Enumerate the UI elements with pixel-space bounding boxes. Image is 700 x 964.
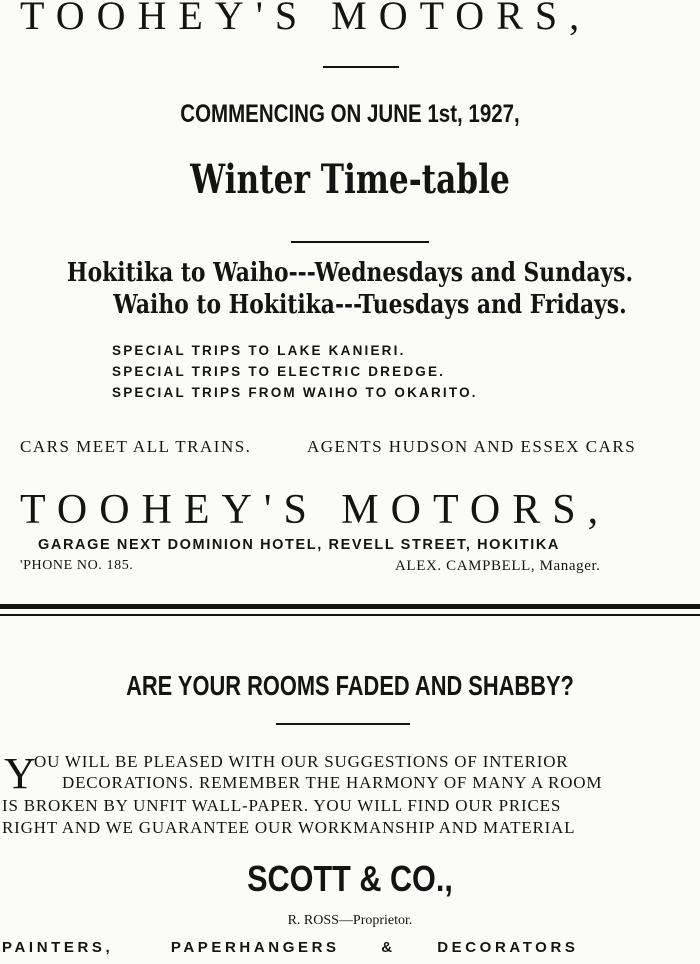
drop-cap: Y [4, 749, 36, 798]
section-divider-thick [0, 604, 700, 609]
route-line: Hokitika to Waiho---Wednesdays and Sundays. [66, 258, 634, 288]
short-divider [323, 66, 399, 68]
rooms-headline: ARE YOUR ROOMS FADED AND SHABBY? [126, 670, 574, 701]
body-line: OU WILL BE PLEASED WITH OUR SUGGESTIONS OF INTERIOR [34, 752, 569, 771]
trade-item: PAINTERS, [2, 939, 114, 956]
timetable-headline: Winter Time-table [190, 156, 510, 203]
trade-item: & [381, 939, 396, 956]
section-divider-thin [0, 614, 700, 616]
trades-line [2, 939, 579, 956]
trade-item: PAPERHANGERS [170, 939, 340, 956]
garage-address: GARAGE NEXT DOMINION HOTEL, REVELL STREET, HOKITIKA [38, 537, 560, 553]
agents-line: AGENTS HUDSON AND ESSEX CARS [307, 437, 637, 456]
body-line: RIGHT AND WE GUARANTEE OUR WORKMANSHIP AND MATERIAL [2, 818, 576, 837]
commencing-date: COMMENCING ON JUNE 1st, 1927, [180, 100, 520, 128]
manager-name: ALEX. CAMPBELL, Manager. [395, 558, 601, 574]
route-line: Waiho to Hokitika---Tuesdays and Fridays. [113, 290, 627, 320]
body-line: IS BROKEN BY UNFIT WALL-PAPER. YOU WILL FIND OUR PRICES [2, 796, 562, 815]
short-divider [291, 241, 429, 243]
short-divider [276, 723, 410, 725]
ad-title-repeat: TOOHEY'S MOTORS, [20, 487, 611, 533]
proprietor-line: R. ROSS—Proprietor. [287, 913, 413, 928]
special-trip: SPECIAL TRIPS TO LAKE KANIERI. [112, 343, 406, 358]
body-line: DECORATIONS. REMEMBER THE HARMONY OF MANY A ROOM [62, 773, 603, 792]
special-trip: SPECIAL TRIPS TO ELECTRIC DREDGE. [112, 364, 446, 379]
phone-number: 'PHONE NO. 185. [20, 558, 134, 573]
special-trip: SPECIAL TRIPS FROM WAIHO TO OKARITO. [112, 385, 478, 400]
firm-name: SCOTT & CO., [247, 858, 453, 899]
ad-title: TOOHEY'S MOTORS, [20, 0, 592, 38]
trade-item: DECORATORS [437, 939, 579, 956]
cars-meet-trains: CARS MEET ALL TRAINS. [20, 437, 252, 456]
